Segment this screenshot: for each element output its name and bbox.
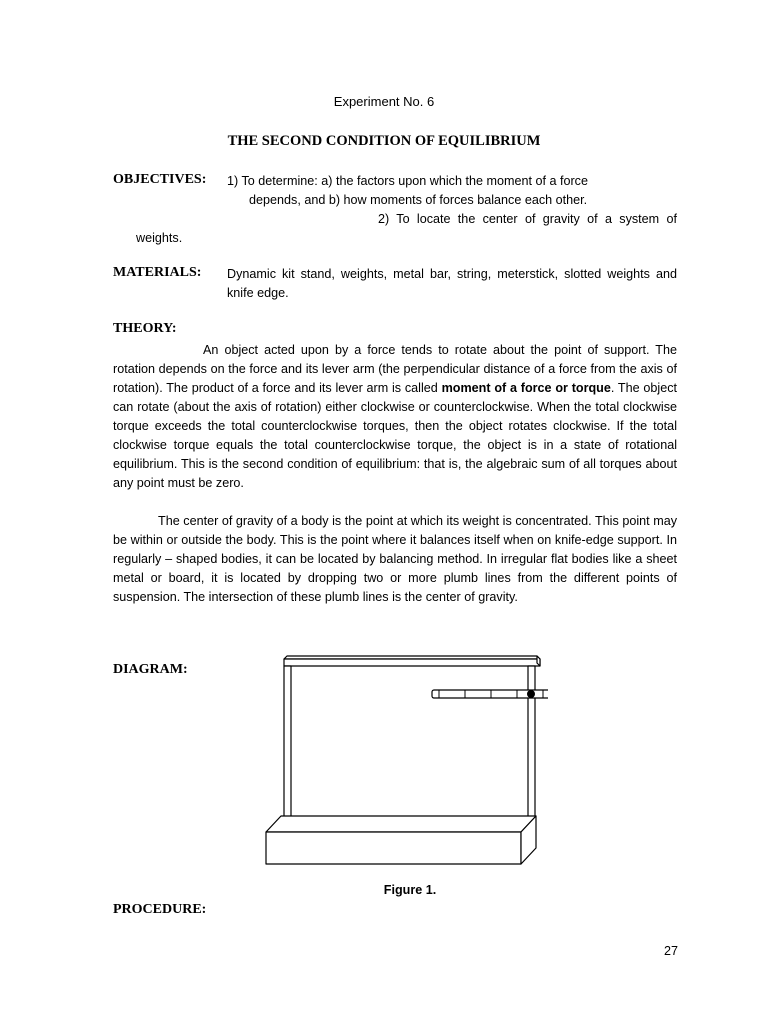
theory-paragraph-1 [113, 341, 677, 493]
theory-p1-bold-term: moment of a force or torque [441, 381, 611, 395]
objective-line-4: weights. [136, 231, 183, 245]
objective-line-1: 1) To determine: a) the factors upon which the moment of a force [227, 174, 588, 188]
theory-p1-text-a: An object acted upon by a force tends to rotate about the point of support. The rotation depends on the force and its lever arm (the perpendicular distance of a force from the axis of rotation). The product of a force and its lever arm is called [113, 343, 677, 395]
procedure-heading: PROCEDURE: [113, 902, 207, 917]
materials-heading: MATERIALS: [113, 265, 202, 280]
stand-top-bar [284, 659, 540, 666]
figure-caption: Figure 1. [383, 883, 437, 897]
stand-left-post [284, 666, 291, 818]
theory-p1-text-b: . The object can rotate (about the axis of rotation) either clockwise or counterclockwise. When the total clockwise torque exceeds the total counterclockwise torques, then the object rotates clockwise. If the total clockwise torque equals the total counterclockwise torque, the object is in a state of rotational equilibrium. This is the second condition of equilibrium: that is, the algebraic sum of all torques about any point must be zero. [113, 381, 678, 490]
stand-base-top [266, 816, 536, 832]
objectives-heading: OBJECTIVES: [113, 172, 207, 187]
page-title: THE SECOND CONDITION OF EQUILIBRIUM [227, 133, 541, 149]
materials-text: Dynamic kit stand, weights, metal bar, string, meterstick, slotted weights and knife edge. [227, 267, 677, 300]
objective-line-3: 2) To locate the center of gravity of a system of [378, 212, 677, 226]
stand-right-post [528, 666, 535, 818]
stand-diagram [258, 648, 548, 873]
diagram-heading: DIAGRAM: [113, 662, 188, 677]
theory-paragraph-2: The center of gravity of a body is the point at which its weight is concentrated. This point may be within or outside the body. This is the point where it balances itself when on knife-edge support. In regularly – shaped bodies, it can be located by balancing method. In irregular flat bodies like a sheet metal or board, it is located by dropping two or more plumb lines from the different points of suspension. The intersection of these plumb lines is the center of gravity. [113, 514, 677, 604]
theory-heading: THEORY: [113, 321, 177, 336]
pivot-point [527, 690, 535, 698]
experiment-number: Experiment No. 6 [333, 94, 435, 109]
stand-base-front [266, 832, 521, 864]
page-number: 27 [663, 944, 678, 958]
objective-line-2: depends, and b) how moments of forces balance each other. [249, 193, 588, 207]
